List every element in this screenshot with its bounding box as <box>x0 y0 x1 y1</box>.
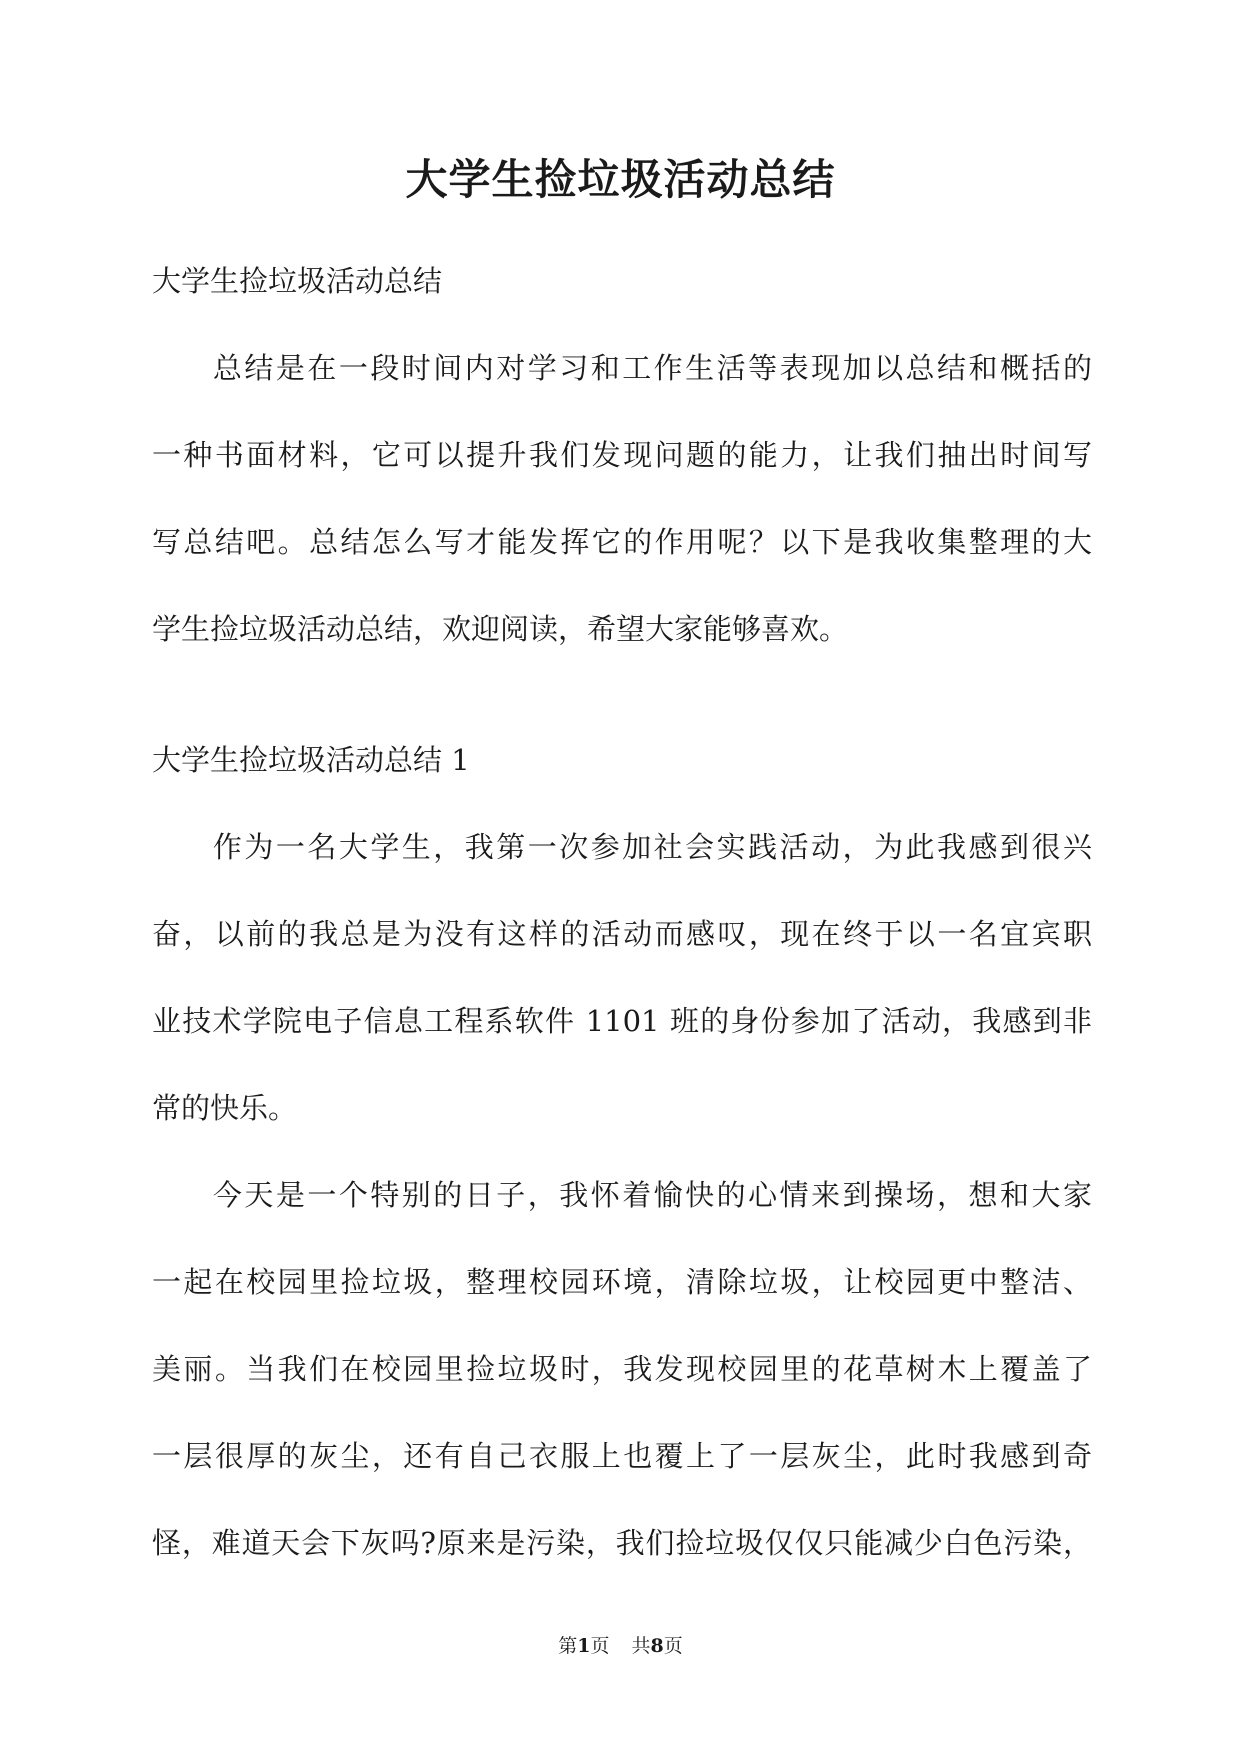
intro-line-2: 一种书面材料，它可以提升我们发现问题的能力，让我们抽出时间写 <box>152 438 1092 472</box>
document-body <box>152 262 1092 1611</box>
intro-line-4: 学生捡垃圾活动总结，欢迎阅读，希望大家能够喜欢。 <box>152 612 849 646</box>
document-title: 大学生捡垃圾活动总结 <box>405 155 836 204</box>
para2-line-1: 今天是一个特别的日子，我怀着愉快的心情来到操场，想和大家 <box>212 1178 1092 1212</box>
para2-line-2: 一起在校园里捡垃圾，整理校园环境，清除垃圾，让校园更中整洁、 <box>152 1265 1092 1299</box>
para1-line-4: 常的快乐。 <box>152 1091 298 1125</box>
intro-line-3: 写总结吧。总结怎么写才能发挥它的作用呢？以下是我收集整理的大 <box>152 525 1092 559</box>
para1-line-2: 奋，以前的我总是为没有这样的活动而感叹，现在终于以一名宜宾职 <box>152 917 1092 951</box>
section-heading-1: 大学生捡垃圾活动总结 1 <box>152 743 470 777</box>
footer-total-pages: 8 <box>650 1635 664 1657</box>
para1-line-1: 作为一名大学生，我第一次参加社会实践活动，为此我感到很兴 <box>212 830 1092 864</box>
para1-line-3: 业技术学院电子信息工程系软件 1101 班的身份参加了活动，我感到非 <box>152 1004 1092 1038</box>
para2-line-3: 美丽。当我们在校园里捡垃圾时，我发现校园里的花草树木上覆盖了 <box>152 1352 1092 1386</box>
subtitle-line: 大学生捡垃圾活动总结 <box>152 264 443 298</box>
para2-line-4: 一层很厚的灰尘，还有自己衣服上也覆上了一层灰尘，此时我感到奇 <box>152 1439 1092 1473</box>
para2-line-5: 怪，难道天会下灰吗?原来是污染，我们捡垃圾仅仅只能减少白色污染， <box>152 1526 1092 1560</box>
footer-page-number: 1 <box>577 1635 591 1657</box>
page-footer <box>0 1634 1241 1658</box>
footer-total-suffix: 页 <box>663 1635 683 1657</box>
footer-total-prefix: 共 <box>631 1635 651 1657</box>
footer-page-suffix: 页 <box>590 1635 610 1657</box>
footer-prefix: 第 <box>558 1635 578 1657</box>
intro-line-1: 总结是在一段时间内对学习和工作生活等表现加以总结和概括的 <box>212 351 1092 385</box>
